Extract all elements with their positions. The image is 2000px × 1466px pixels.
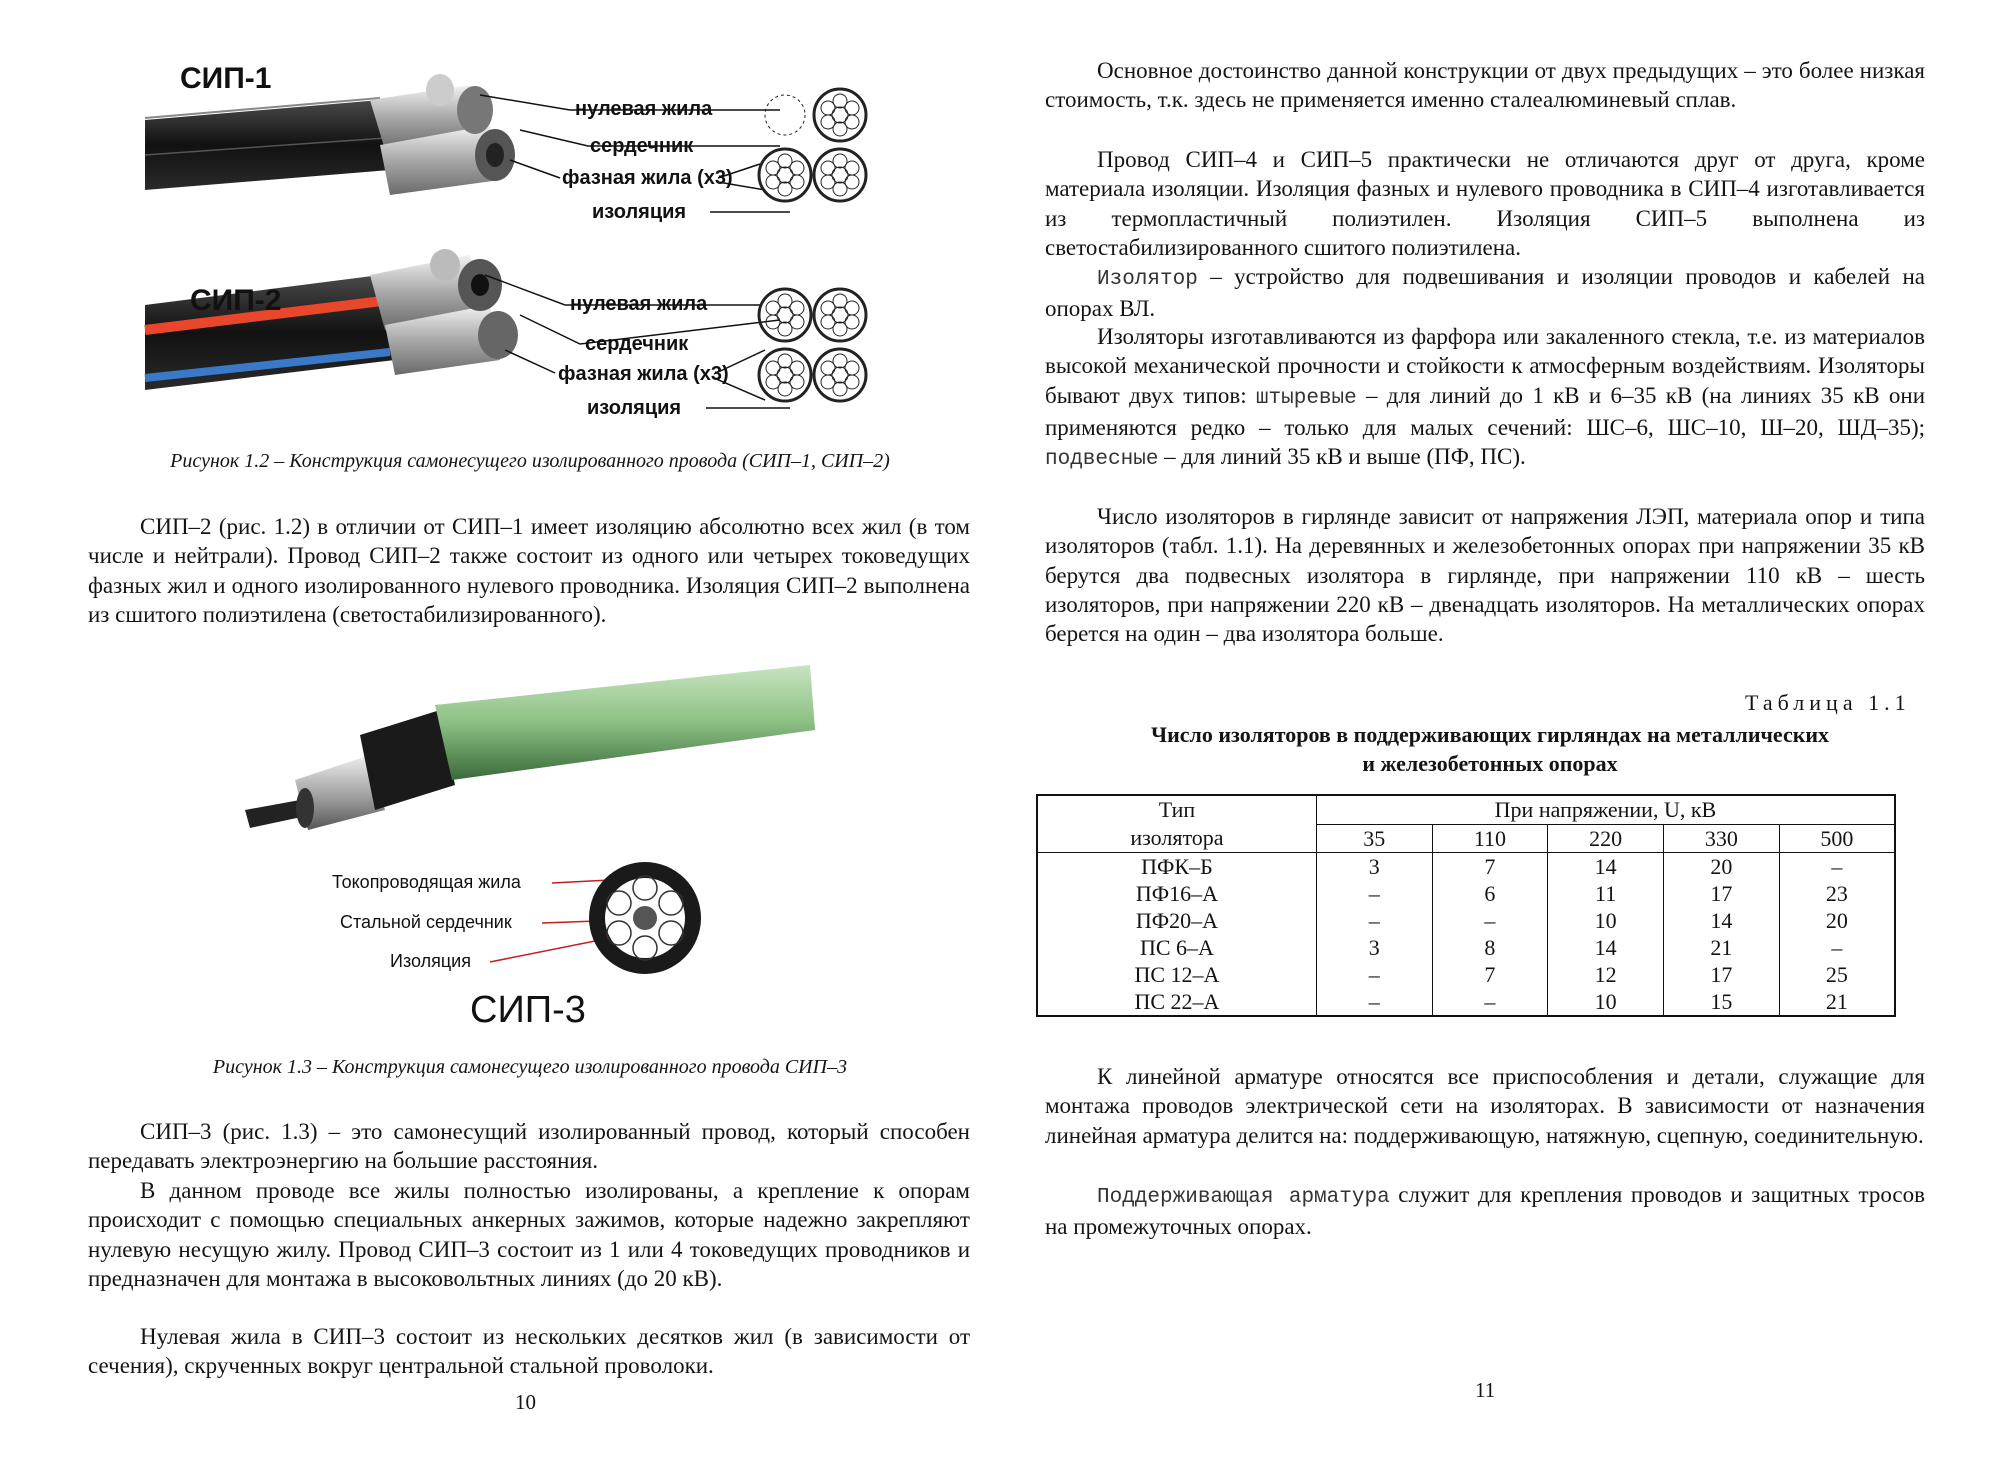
cell: 11 bbox=[1548, 880, 1664, 907]
sip2-label-insulation: изоляция bbox=[587, 397, 682, 419]
cell: – bbox=[1779, 853, 1895, 881]
figure-1-3 bbox=[240, 660, 860, 1030]
term-suspension-type: подвесные bbox=[1045, 448, 1159, 472]
table-label: Таблица 1.1 bbox=[1745, 690, 1911, 715]
table-row bbox=[1037, 988, 1895, 1016]
row-type: ПС 6–А bbox=[1139, 935, 1214, 960]
cell: 21 bbox=[1779, 988, 1895, 1016]
paragraph-insulator-definition bbox=[1045, 262, 1925, 324]
term-pin-type: штыревые bbox=[1255, 386, 1357, 410]
paragraph-insulator-types-a: Изоляторы изготавливаются из фарфора или закаленного стекла, т.е. из материалов высокой механической прочности и стойкости к атмосферным воздействиям. Изоляторы бывают двух типов: bbox=[1045, 324, 1925, 408]
paragraph-insulator-count: Число изоляторов в гирлянде зависит от напряжения ЛЭП, материала опор и типа изоляторов (табл. 1.1). На деревянных и железобетонных опорах при напряжении 35 кВ берутся два подвесных изолятора в гирлянде, при напряжении 110 кВ – шесть изоляторов, при напряжении 220 кВ – двенадцать изоляторов. На металлических опорах берется на один – два изолятора больше. bbox=[1045, 504, 1925, 647]
right-page bbox=[1000, 0, 2000, 1466]
cell: 3 bbox=[1316, 934, 1432, 961]
paragraph-insulator-definition-text: – устройство для подвешивания и изоляции проводов и кабелей на опорах ВЛ. bbox=[1045, 264, 1925, 322]
sip1-label-neutral: нулевая жила bbox=[575, 98, 713, 120]
sip3-title: СИП-3 bbox=[470, 989, 586, 1030]
cell: – bbox=[1316, 880, 1432, 907]
cell: – bbox=[1316, 907, 1432, 934]
cell: 7 bbox=[1432, 961, 1548, 988]
cell: 15 bbox=[1664, 988, 1780, 1016]
sip2-label-neutral: нулевая жила bbox=[570, 293, 708, 315]
cell: 14 bbox=[1548, 853, 1664, 881]
sip1-label-core: сердечник bbox=[590, 135, 694, 157]
header-type-line1: Тип bbox=[1158, 797, 1196, 822]
sip1-cross-section bbox=[759, 89, 866, 201]
header-voltage-330: 330 bbox=[1664, 824, 1780, 853]
header-voltage-500: 500 bbox=[1779, 824, 1895, 853]
table-row bbox=[1037, 934, 1895, 961]
header-type bbox=[1037, 795, 1316, 853]
insulator-table bbox=[1036, 794, 1896, 1017]
header-voltage-110: 110 bbox=[1432, 824, 1548, 853]
paragraph-sip3-mounting: В данном проводе все жилы полностью изолированы, а крепление к опорам происходит с помощью специальных анкерных зажимов, которые надежно закрепляют нулевую несущую жилу. Провод СИП–3 состоит из 1 или 4 токоведущих проводников и предназначен для монтажа в высоковольтных линиях (до 20 кВ). bbox=[88, 1178, 970, 1291]
header-voltage: При напряжении, U, кВ bbox=[1316, 795, 1895, 824]
paragraph-sip4-sip5: Провод СИП–4 и СИП–5 практически не отличаются друг от друга, кроме материала изоляции. Изоляция фазных и нулевого проводника в СИП–4 изготавливается из термопластичный полиэтилен. Изоляция СИП–5 выполнена из светостабилизированного сшитого полиэтилена. bbox=[1045, 147, 1925, 260]
header-type-line2: изолятора bbox=[1130, 825, 1224, 850]
sip3-label-steel-core: Стальной сердечник bbox=[340, 912, 512, 932]
paragraph-sip3-intro: СИП–3 (рис. 1.3) – это самонесущий изолированный провод, который способен передавать электроэнергию на большие расстояния. bbox=[88, 1119, 970, 1174]
table-title bbox=[1060, 720, 1920, 778]
term-support-fittings: Поддерживающая арматура bbox=[1097, 1186, 1390, 1209]
cell: 10 bbox=[1548, 907, 1664, 934]
cell: 17 bbox=[1664, 961, 1780, 988]
table-row bbox=[1037, 880, 1895, 907]
figure-1-2-caption: Рисунок 1.2 – Конструкция самонесущего изолированного провода (СИП–1, СИП–2) bbox=[170, 450, 890, 472]
row-type: ПС 12–А bbox=[1134, 962, 1220, 987]
paragraph-support-fittings-text: служит для крепления проводов и защитных тросов на промежуточных опорах. bbox=[1045, 1182, 1925, 1240]
row-type: ПФК–Б bbox=[1141, 854, 1213, 879]
page-number-left: 10 bbox=[515, 1390, 536, 1414]
sip3-cable-image bbox=[245, 665, 815, 830]
header-voltage-220: 220 bbox=[1548, 824, 1664, 853]
cell: 17 bbox=[1664, 880, 1780, 907]
cell: 14 bbox=[1548, 934, 1664, 961]
paragraph-insulator-types-b: – для линий до 1 кВ и 6–35 кВ (на линиях 35 кВ они применяются редко – только для малых сечений: ШС–6, ШС–10, Ш–20, ШД–35); bbox=[1045, 382, 1926, 440]
table-title-line2: и железобетонных опорах bbox=[1362, 751, 1618, 776]
page-number-right: 11 bbox=[1475, 1378, 1496, 1402]
cell: 6 bbox=[1432, 880, 1548, 907]
figure-1-2 bbox=[140, 60, 920, 430]
table-title-line1: Число изоляторов в поддерживающих гирляндах на металлических bbox=[1150, 722, 1830, 747]
sip2-label-core: сердечник bbox=[585, 333, 689, 355]
cell: – bbox=[1779, 934, 1895, 961]
cell: 3 bbox=[1316, 853, 1432, 881]
table-row bbox=[1037, 907, 1895, 934]
cell: 20 bbox=[1779, 907, 1895, 934]
paragraph-insulator-types-c: – для линий 35 кВ и выше (ПФ, ПС). bbox=[1158, 444, 1526, 470]
cell: – bbox=[1432, 988, 1548, 1016]
paragraph-support-fittings bbox=[1045, 1180, 1925, 1242]
figure-1-3-caption: Рисунок 1.3 – Конструкция самонесущего изолированного провода СИП–3 bbox=[212, 1056, 848, 1078]
paragraph-advantage: Основное достоинство данной конструкции от двух предыдущих – это более низкая стоимость, т.к. здесь не применяется именно сталеалюминевый сплав. bbox=[1045, 58, 1925, 113]
sip3-cross-section bbox=[589, 862, 701, 974]
cell: 23 bbox=[1779, 880, 1895, 907]
sip1-label-insulation: изоляция bbox=[592, 201, 687, 223]
sip1-title: СИП-1 bbox=[180, 62, 272, 95]
sip2-title: СИП-2 bbox=[190, 284, 282, 317]
table-row bbox=[1037, 961, 1895, 988]
cell: 21 bbox=[1664, 934, 1780, 961]
cell: 10 bbox=[1548, 988, 1664, 1016]
header-voltage-35: 35 bbox=[1316, 824, 1432, 853]
sip3-label-conductor: Токопроводящая жила bbox=[332, 872, 521, 892]
cell: 8 bbox=[1432, 934, 1548, 961]
row-type: ПФ16–А bbox=[1135, 881, 1219, 906]
sip2-cable-image bbox=[145, 249, 518, 390]
sip3-label-insulation: Изоляция bbox=[390, 951, 471, 971]
cell: 20 bbox=[1664, 853, 1780, 881]
paragraph-sip3-neutral: Нулевая жила в СИП–3 состоит из нескольких десятков жил (в зависимости от сечения), скрученных вокруг центральной стальной проволоки. bbox=[88, 1324, 970, 1379]
paragraph-insulator-types bbox=[1045, 322, 1925, 474]
sip1-label-phase: фазная жила (х3) bbox=[562, 167, 733, 189]
cell: – bbox=[1316, 961, 1432, 988]
paragraph-sip2: СИП–2 (рис. 1.2) в отличии от СИП–1 имеет изоляцию абсолютно всех жил (в том числе и нейтрали). Провод СИП–2 также состоит из одного или четырех токоведущих фазных жил и одного изолированного нулевого проводника. Изоляция СИП–2 выполнена из сшитого полиэтилена (светостабилизированного). bbox=[88, 514, 970, 627]
cell: – bbox=[1432, 907, 1548, 934]
row-type: ПФ20–А bbox=[1135, 908, 1219, 933]
cell: 25 bbox=[1779, 961, 1895, 988]
table-row bbox=[1037, 853, 1895, 881]
row-type: ПС 22–А bbox=[1134, 989, 1220, 1014]
cell: 14 bbox=[1664, 907, 1780, 934]
sip2-cross-section bbox=[759, 289, 866, 401]
sip2-label-phase: фазная жила (х3) bbox=[558, 363, 729, 385]
table-header-row-1 bbox=[1037, 795, 1895, 824]
cell: – bbox=[1316, 988, 1432, 1016]
cell: 12 bbox=[1548, 961, 1664, 988]
cell: 7 bbox=[1432, 853, 1548, 881]
paragraph-line-fittings: К линейной арматуре относятся все приспособления и детали, служащие для монтажа проводов электрической сети на изоляторах. В зависимости от назначения линейная арматура делится на: поддерживающую, натяжную, сцепную, соединительную. bbox=[1045, 1064, 1925, 1148]
term-insulator: Изолятор bbox=[1097, 268, 1198, 291]
